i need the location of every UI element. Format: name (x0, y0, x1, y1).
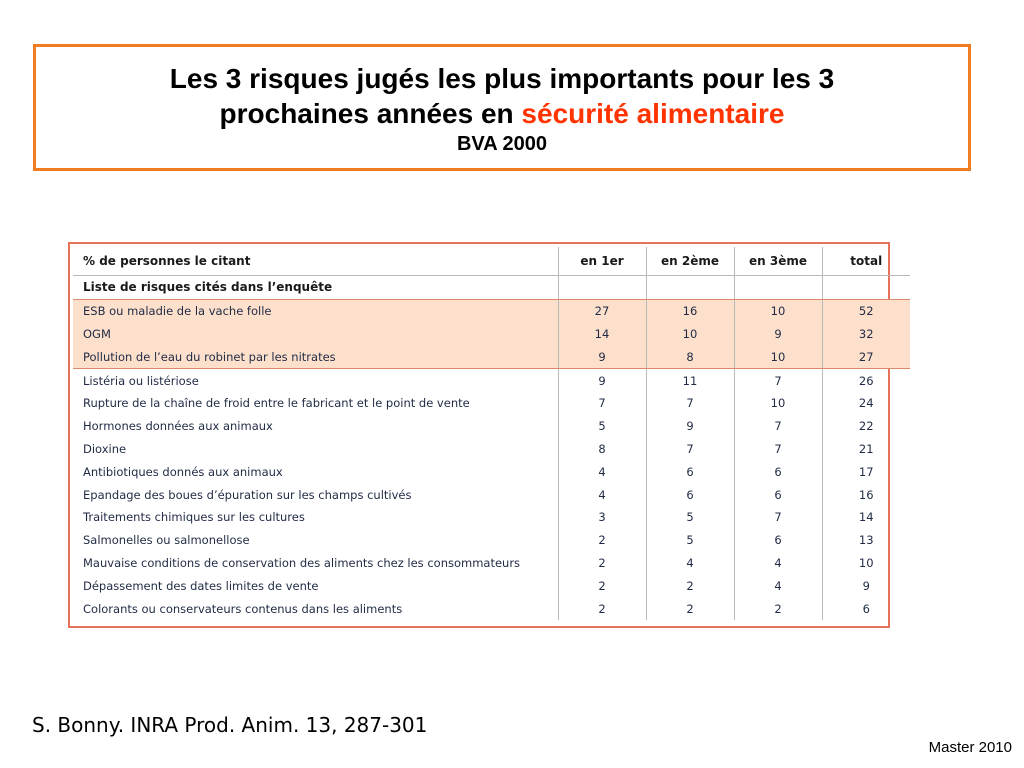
row-value-third: 4 (734, 574, 822, 597)
table-row (73, 574, 910, 597)
source-citation: S. Bonny. INRA Prod. Anim. 13, 287-301 (32, 713, 428, 737)
table-row (73, 345, 910, 368)
table-row (73, 597, 910, 620)
title-box (33, 44, 971, 171)
row-value-second: 9 (646, 415, 734, 438)
row-label: Epandage des boues d’épuration sur les champs cultivés (83, 487, 412, 502)
row-value-total: 9 (822, 574, 910, 597)
section-row (73, 276, 910, 300)
section-label: Liste de risques cités dans l’enquête (73, 276, 558, 300)
row-value-total: 27 (822, 345, 910, 368)
row-value-first: 27 (558, 299, 646, 322)
row-value-total: 13 (822, 529, 910, 552)
row-value-second: 7 (646, 438, 734, 461)
row-value-total: 10 (822, 552, 910, 575)
row-label: Listéria ou listériose (83, 373, 199, 388)
risk-table (73, 247, 910, 620)
table-row (73, 369, 910, 392)
row-value-second: 7 (646, 392, 734, 415)
header-label: % de personnes le citant (73, 247, 558, 276)
table-row (73, 392, 910, 415)
header-third: en 3ème (734, 247, 822, 276)
row-value-first: 7 (558, 392, 646, 415)
row-value-third: 10 (734, 299, 822, 322)
row-label: Mauvaise conditions de conservation des aliments chez les consommateurs (83, 555, 521, 570)
row-value-first: 14 (558, 323, 646, 346)
table-row (73, 415, 910, 438)
row-label: Dépassement des dates limites de vente (83, 578, 319, 593)
row-label: ESB ou maladie de la vache folle (73, 299, 558, 322)
row-value-second: 16 (646, 299, 734, 322)
row-value-first: 2 (558, 597, 646, 620)
row-label: Salmonelles ou salmonellose (83, 533, 250, 548)
row-value-third: 7 (734, 415, 822, 438)
row-value-third: 6 (734, 460, 822, 483)
row-value-first: 8 (558, 438, 646, 461)
row-value-second: 5 (646, 529, 734, 552)
row-label: Pollution de l’eau du robinet par les nitrates (73, 345, 558, 368)
row-value-first: 5 (558, 415, 646, 438)
row-value-total: 22 (822, 415, 910, 438)
header-total: total (822, 247, 910, 276)
row-value-second: 6 (646, 460, 734, 483)
header-second: en 2ème (646, 247, 734, 276)
row-value-first: 3 (558, 506, 646, 529)
table-header-row (73, 247, 910, 276)
row-value-second: 2 (646, 597, 734, 620)
table-row (73, 529, 910, 552)
row-value-total: 21 (822, 438, 910, 461)
table-row (73, 438, 910, 461)
row-value-third: 7 (734, 438, 822, 461)
row-value-total: 24 (822, 392, 910, 415)
title-line1: Les 3 risques jugés les plus importants pour les 3 (169, 63, 835, 94)
row-value-third: 6 (734, 483, 822, 506)
title-accent: sécurité alimentaire (521, 98, 785, 129)
row-label: Rupture de la chaîne de froid entre le fabricant et le point de vente (83, 396, 470, 411)
row-value-third: 2 (734, 597, 822, 620)
row-value-first: 4 (558, 460, 646, 483)
title-line2-prefix: prochaines années en (219, 98, 522, 129)
row-value-first: 4 (558, 483, 646, 506)
row-value-total: 26 (822, 369, 910, 392)
row-label: OGM (73, 323, 558, 346)
row-value-third: 7 (734, 369, 822, 392)
row-value-third: 7 (734, 506, 822, 529)
row-value-second: 10 (646, 323, 734, 346)
row-value-first: 2 (558, 529, 646, 552)
row-value-total: 14 (822, 506, 910, 529)
row-value-second: 4 (646, 552, 734, 575)
row-label: Traitements chimiques sur les cultures (83, 510, 305, 525)
table-row (73, 506, 910, 529)
row-value-third: 4 (734, 552, 822, 575)
row-value-first: 2 (558, 574, 646, 597)
row-value-total: 52 (822, 299, 910, 322)
slide-subtitle: BVA 2000 (456, 133, 548, 155)
table-row (73, 483, 910, 506)
risk-table-frame (68, 242, 890, 628)
row-label: Hormones données aux animaux (83, 419, 273, 434)
slide-title (36, 61, 968, 131)
header-first: en 1er (558, 247, 646, 276)
row-value-third: 6 (734, 529, 822, 552)
row-value-total: 6 (822, 597, 910, 620)
row-value-second: 11 (646, 369, 734, 392)
table-row (73, 552, 910, 575)
row-value-second: 6 (646, 483, 734, 506)
table-row (73, 460, 910, 483)
row-value-first: 9 (558, 345, 646, 368)
row-value-third: 10 (734, 345, 822, 368)
row-value-second: 8 (646, 345, 734, 368)
row-label: Dioxine (83, 441, 127, 456)
row-value-second: 2 (646, 574, 734, 597)
table-row (73, 323, 910, 346)
row-value-third: 9 (734, 323, 822, 346)
row-value-total: 32 (822, 323, 910, 346)
row-value-first: 2 (558, 552, 646, 575)
table-row (73, 299, 910, 322)
row-label: Antibiotiques donnés aux animaux (83, 464, 283, 479)
row-value-total: 17 (822, 460, 910, 483)
footer-note: Master 2010 (928, 739, 1012, 756)
row-value-first: 9 (558, 369, 646, 392)
row-value-second: 5 (646, 506, 734, 529)
row-label: Colorants ou conservateurs contenus dans les aliments (83, 601, 403, 616)
row-value-total: 16 (822, 483, 910, 506)
row-value-third: 10 (734, 392, 822, 415)
